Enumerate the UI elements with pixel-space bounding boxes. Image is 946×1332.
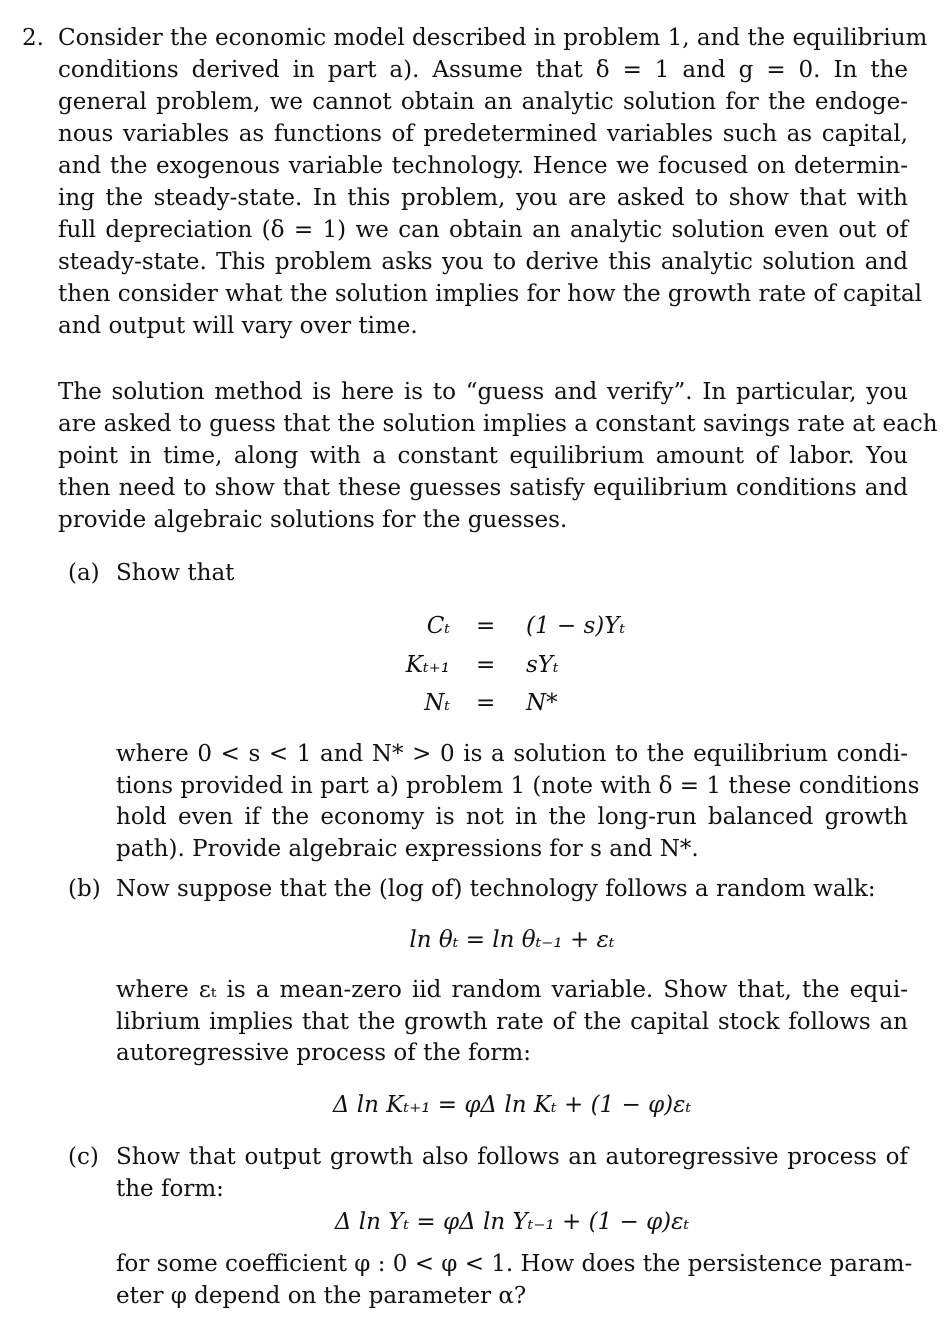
equation-rhs: N* — [526, 690, 558, 716]
equation-operator: = — [476, 652, 496, 678]
intro-line: conditions derived in part a). Assume that δ = 1 and g = 0. In the — [58, 57, 908, 83]
part-a-equation-row — [0, 649, 946, 681]
part-b-equation: ln θₜ = ln θₜ₋₁ + εₜ — [409, 927, 615, 953]
equation-lhs: Nₜ — [424, 690, 450, 716]
part-b-text-line: librium implies that the growth rate of the capital stock follows an — [116, 1009, 908, 1035]
intro-line: full depreciation (δ = 1) we can obtain an analytic solution even out of — [58, 217, 908, 243]
part-a-text-line: tions provided in part a) problem 1 (note with δ = 1 these conditions — [116, 773, 920, 799]
method-line: The solution method is here is to “guess and verify”. In particular, you — [58, 379, 908, 405]
part-b-equation-ar: Δ ln Kₜ₊₁ = φΔ ln Kₜ + (1 − φ)εₜ — [332, 1092, 692, 1118]
part-b-text-line: where εₜ is a mean-zero iid random variable. Show that, the equi- — [116, 977, 908, 1003]
part-c-equation: Δ ln Yₜ = φΔ ln Yₜ₋₁ + (1 − φ)εₜ — [334, 1209, 690, 1235]
equation-operator: = — [476, 690, 496, 716]
part-a-lead: Show that — [116, 560, 235, 586]
intro-line: then consider what the solution implies for how the growth rate of capital — [58, 281, 923, 307]
intro-line: nous variables as functions of predetermined variables such as capital, — [58, 121, 908, 147]
part-b-label: (b) — [68, 876, 101, 902]
part-a-text-line: path). Provide algebraic expressions for s and N*. — [116, 836, 699, 862]
part-a-label: (a) — [68, 560, 100, 586]
part-a-equation-row — [0, 687, 946, 719]
equation-lhs: Cₜ — [426, 613, 450, 639]
method-line: then need to show that these guesses satisfy equilibrium conditions and — [58, 475, 908, 501]
equation-lhs: Kₜ₊₁ — [405, 652, 450, 678]
intro-line: general problem, we cannot obtain an analytic solution for the endoge- — [58, 89, 908, 115]
intro-line: Consider the economic model described in problem 1, and the equilibrium — [58, 25, 928, 51]
equation-rhs: sYₜ — [526, 652, 559, 678]
part-c-text-line: eter φ depend on the parameter α? — [116, 1283, 527, 1309]
intro-line: and output will vary over time. — [58, 313, 418, 339]
intro-line: ing the steady-state. In this problem, you are asked to show that with — [58, 185, 908, 211]
part-b-text-line: autoregressive process of the form: — [116, 1040, 531, 1066]
method-line: are asked to guess that the solution implies a constant savings rate at each — [58, 411, 938, 437]
part-a-text-line: where 0 < s < 1 and N* > 0 is a solution to the equilibrium condi- — [116, 741, 908, 767]
method-line: provide algebraic solutions for the guesses. — [58, 507, 568, 533]
part-a-equation-row — [0, 610, 946, 642]
part-c-lead-line: the form: — [116, 1176, 224, 1202]
intro-line: and the exogenous variable technology. Hence we focused on determin- — [58, 153, 908, 179]
equation-rhs: (1 − s)Yₜ — [526, 613, 626, 639]
equation-operator: = — [476, 613, 496, 639]
part-c-lead-line: Show that output growth also follows an autoregressive process of — [116, 1144, 908, 1170]
intro-line: steady-state. This problem asks you to derive this analytic solution and — [58, 249, 908, 275]
part-c-label: (c) — [68, 1144, 99, 1170]
problem-number: 2. — [22, 25, 44, 51]
method-line: point in time, along with a constant equilibrium amount of labor. You — [58, 443, 908, 469]
part-a-text-line: hold even if the economy is not in the long-run balanced growth — [116, 804, 908, 830]
part-c-text-line: for some coefficient φ : 0 < φ < 1. How does the persistence param- — [116, 1251, 913, 1277]
part-b-lead: Now suppose that the (log of) technology follows a random walk: — [116, 876, 876, 902]
